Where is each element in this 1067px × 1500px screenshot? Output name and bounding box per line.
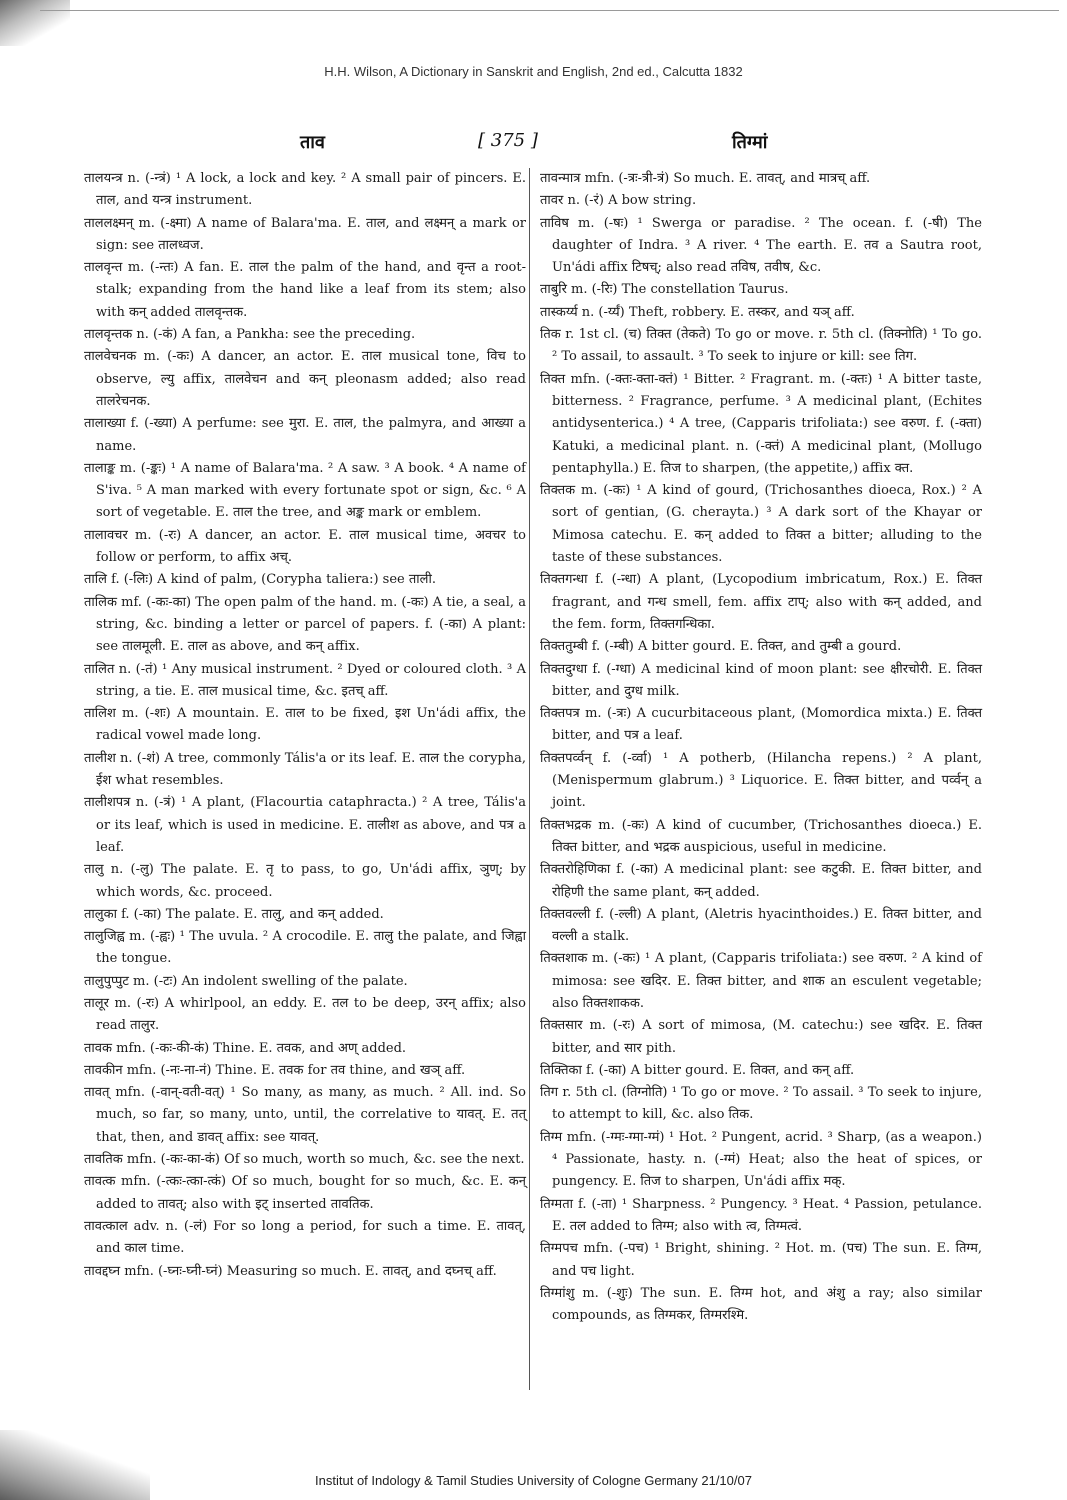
dictionary-entry: तालवृन्त m. (-न्तः) A fan. E. ताल the palm of the hand, and वृन्त a root-stalk; expanding from the hand like a leaf from its stem; also with कन् added तालवृन्तक.	[84, 260, 526, 320]
page-number: [ 375 ]	[478, 130, 538, 151]
page-head-left-word: ताव	[300, 132, 325, 153]
dictionary-entry: तालि f. (-लिः) A kind of palm, (Corypha taliera:) see ताली.	[84, 572, 436, 588]
right-column	[540, 168, 982, 1327]
dictionary-entry: तालावचर m. (-रः) A dancer, an actor. E. ताल musical time, अवचर to follow or perform, to affix अच्.	[84, 527, 526, 566]
dictionary-entry: तिक r. 1st cl. (च) तिक्त (तेकते) To go or move. r. 5th cl. (तिक्नोति) ¹ To go. ² To assail, to assault. ³ To seek to injure or kill: see तिग.	[540, 327, 982, 365]
dictionary-entry: तालीश n. (-शं) A tree, commonly Tális'a or its leaf. E. ताल the corypha, ईश what resembles.	[84, 750, 526, 789]
dictionary-entry: तिक्तपत्र m. (-त्रः) A cucurbitaceous plant, (Momordica mixta.) E. तिक्त bitter, and पत्र a leaf.	[540, 706, 982, 744]
scan-shadow-top-left	[0, 0, 70, 46]
dictionary-entry: तास्कर्य्य n. (-र्य्यं) Theft, robbery. E. तस्कर, and यञ् aff.	[540, 304, 855, 320]
dictionary-entry: तिक्तिका f. (-का) A bitter gourd. E. तिक्त, and कन् aff.	[540, 1062, 855, 1078]
dictionary-entry: तावर n. (-रं) A bow string.	[540, 193, 697, 209]
dictionary-entry: तालुका f. (-का) The palate. E. तालु, and कन् added.	[84, 906, 384, 922]
dictionary-entry: तिक्तगन्धा f. (-न्धा) A plant, (Lycopodium imbricatum, Rox.) E. तिक्त fragrant, and गन्ध smell, fem. affix टाप्; also with कन् added, and the fem. form, तिक्तगन्धिका.	[540, 572, 982, 632]
dictionary-entry: तिक्ततुम्बी f. (-म्बी) A bitter gourd. E. तिक्त, and तुम्बी a gourd.	[540, 639, 902, 655]
dictionary-entry: तालवृन्तक n. (-कं) A fan, a Pankha: see the preceding.	[84, 327, 416, 343]
dictionary-entry: ताविष m. (-षः) ¹ Swerga or paradise. ² The ocean. f. (-षी) The daughter of Indra. ³ A river. ⁴ The earth. E. तव a Sautra root, Un'ádi affix टिषच्; also read तविष, तवीष, &c.	[540, 215, 982, 276]
dictionary-entry: तिक्तरोहिणिका f. (-का) A medicinal plant: see कटुकी. E. तिक्त bitter, and रोहिणी the same plant, कन् added.	[540, 862, 982, 900]
dictionary-entry: तालूर m. (-रः) A whirlpool, an eddy. E. तल to be deep, उरन् affix; also read तालुर.	[84, 995, 526, 1034]
dictionary-entry: तालिश m. (-शः) A mountain. E. ताल to be fixed, इश Un'ádi affix, the radical vowel made long.	[84, 706, 526, 744]
scan-shadow-bottom-left	[0, 1430, 150, 1500]
dictionary-entry: तावकीन mfn. (-नः-ना-नं) Thine. E. तवक for तव thine, and खञ् aff.	[84, 1062, 466, 1078]
dictionary-entry: तालुजिह्व m. (-ह्वः) ¹ The uvula. ² A crocodile. E. तालु the palate, and जिह्वा the tongue.	[84, 929, 526, 967]
dictionary-entry: तालयन्त्र n. (-न्त्रं) ¹ A lock, a lock and key. ² A small pair of pincers. E. ताल, and यन्त्र instrument.	[84, 171, 526, 209]
dictionary-entry: तिग्मता f. (-ता) ¹ Sharpness. ² Pungency. ³ Heat. ⁴ Passion, petulance. E. तल added to तिग्म; also with त्व, तिग्मत्वं.	[540, 1196, 982, 1234]
dictionary-entry: तिग्म mfn. (-ग्मः-ग्मा-ग्मं) ¹ Hot. ² Pungent, acrid. ³ Sharp, (as a weapon.) ⁴ Passionate, hasty. n. (-ग्मं) Heat; also the heat of spices, or pungency. E. तिज to sharpen, Un'ádi affix मक्.	[540, 1129, 982, 1190]
dictionary-entry: तावद्दघ्न mfn. (-घ्नः-घ्नी-घ्नं) Measuring so much. E. तावत्, and दघ्नच् aff.	[84, 1263, 497, 1279]
dictionary-entry: तावत्काल adv. n. (-लं) For so long a period, for such a time. E. तावत्, and काल time.	[84, 1218, 526, 1257]
dictionary-entry: तावत्क mfn. (-त्कः-त्का-त्कं) Of so much, bought for so much, &c. E. कन् added to तावत्; also with इट् inserted तावतिक.	[84, 1174, 526, 1212]
dictionary-entry: तिक्तवल्ली f. (-ल्ली) A plant, (Aletris hyacinthoides.) E. तिक्त bitter, and वल्ली a stalk.	[540, 906, 982, 945]
dictionary-entry: ताललक्ष्मन् m. (-क्ष्मा) A name of Balara'ma. E. ताल, and लक्ष्मन् a mark or sign: see तालध्वज.	[84, 215, 526, 253]
dictionary-entry: तिग r. 5th cl. (तिग्नोति) ¹ To go or move. ² To assail. ³ To seek to injure, to attempt to kill, &c. also तिक.	[540, 1085, 982, 1123]
dictionary-entry: तावन्मात्र mfn. (-त्रः-त्री-त्रं) So much. E. तावत्, and मात्रच् aff.	[540, 171, 871, 186]
left-column	[84, 168, 526, 1283]
header-citation: H.H. Wilson, A Dictionary in Sanskrit and English, 2nd ed., Calcutta 1832	[324, 64, 743, 79]
scan-edge-line	[40, 10, 1059, 11]
dictionary-entry: तिग्मपच mfn. (-पच) ¹ Bright, shining. ² Hot. m. (पच) The sun. E. तिग्म, and पच light.	[540, 1241, 982, 1279]
dictionary-entry: ताबुरि m. (-रिः) The constellation Taurus.	[540, 282, 789, 298]
column-divider	[529, 168, 530, 1390]
dictionary-entry: तिक्तदुग्धा f. (-ग्धा) A medicinal kind of moon plant: see क्षीरचोरी. E. तिक्त bitter, and दुग्ध milk.	[540, 661, 982, 699]
dictionary-entry: तालिक mf. (-कः-का) The open palm of the hand. m. (-कः) A tie, a seal, a string, &c. binding a letter or parcel of papers. f. (-का) A plant: see तालमूली. E. ताल as above, and कन् affix.	[84, 594, 526, 655]
dictionary-entry: तिक्तशाक m. (-कः) ¹ A plant, (Capparis trifoliata:) see वरुण. ² A kind of mimosa: see खदिर. E. तिक्त bitter, and शाक an esculent vegetable; also तिक्तशाकक.	[540, 951, 982, 1011]
dictionary-entry: तिक्त mfn. (-क्तः-क्ता-क्तं) ¹ Bitter. ² Fragrant. m. (-क्तः) ¹ A bitter taste, bitterness. ² Fragrance, perfume. ³ A medicinal plant, (Echites antidysenterica.) ⁴ A tree, (Capparis trifoliata:) see वरुण. f. (-क्ता) Katuki, a medicinal plant. n. (-क्तं) A medicinal plant, (Mollugo pentaphylla.) E. तिज to sharpen, (the appetite,) affix क्त.	[540, 371, 982, 476]
dictionary-entry: तालवेचनक m. (-कः) A dancer, an actor. E. ताल musical tone, विच to observe, ल्यु affix, तालवेचन and कन् pleonasm added; also read तालरेचनक.	[84, 349, 526, 409]
dictionary-entry: तालीशपत्र n. (-त्रं) ¹ A plant, (Flacourtia cataphracta.) ² A tree, Tális'a or its leaf, which is used in medicine. E. तालीश as above, and पत्र a leaf.	[84, 795, 526, 855]
page-head-right-word: तिग्मां	[732, 132, 768, 153]
dictionary-entry: तिग्मांशु m. (-शुः) The sun. E. तिग्म hot, and अंशु a ray; also similar compounds, as तिग्मकर, तिग्मरश्मि.	[540, 1285, 982, 1324]
footer-credit: Institut of Indology & Tamil Studies University of Cologne Germany 21/10/07	[315, 1473, 752, 1488]
dictionary-entry: तालुपुप्पुट m. (-टः) An indolent swelling of the palate.	[84, 973, 408, 989]
dictionary-entry: तावतिक mfn. (-कः-का-कं) Of so much, worth so much, &c. see the next.	[84, 1152, 525, 1168]
dictionary-entry: तालाख्या f. (-ख्या) A perfume: see मुरा. E. ताल, the palmyra, and आख्या a name.	[84, 416, 526, 454]
dictionary-entry: तालाङ्क m. (-ङ्कः) ¹ A name of Balara'ma. ² A saw. ³ A book. ⁴ A name of S'iva. ⁵ A man marked with every fortunate spot or sign, &c. ⁶ A sort of vegetable. E. ताल the tree, and अङ्क mark or emblem.	[84, 460, 526, 521]
dictionary-entry: तिक्तक m. (-कः) ¹ A kind of gourd, (Trichosanthes dioeca, Rox.) ² A sort of gentian, (G. cherayta.) ³ A dark sort of the Khayar or Mimosa catechu. E. कन् added to तिक्त a bitter; alluding to the taste of these substances.	[540, 483, 982, 566]
dictionary-entry: तावत् mfn. (-वान्-वती-वत्) ¹ So many, as many, as much. ² All. ind. So much, so far, so many, unto, until, the correlative to यावत्. E. तत् that, then, and डावत् affix: see यावत्.	[84, 1085, 526, 1145]
dictionary-entry: तालु n. (-लु) The palate. E. तृ to pass, to go, Un'ádi affix, ञुण्; by which words, &c. proceed.	[84, 862, 526, 900]
dictionary-entry: तिक्तभद्रक m. (-कः) A kind of cucumber, (Trichosanthes dioeca.) E. तिक्त bitter, and भद्रक auspicious, useful in medicine.	[540, 817, 982, 855]
dictionary-entry: तिक्तसार m. (-रः) A sort of mimosa, (M. catechu:) see खदिर. E. तिक्त bitter, and सार pith.	[540, 1018, 982, 1056]
dictionary-entry: तिक्तपर्व्वन् f. (-र्व्वा) ¹ A potherb, (Hilancha repens.) ² A plant, (Menispermum glabrum.) ³ Liquorice. E. तिक्त bitter, and पर्व्वन् a joint.	[540, 750, 982, 811]
dictionary-entry: तावक mfn. (-कः-की-कं) Thine. E. तवक, and अण् added.	[84, 1040, 407, 1056]
dictionary-entry: तालित n. (-तं) ¹ Any musical instrument. ² Dyed or coloured cloth. ³ A string, a tie. E. ताल musical time, &c. इतच् aff.	[84, 661, 526, 699]
